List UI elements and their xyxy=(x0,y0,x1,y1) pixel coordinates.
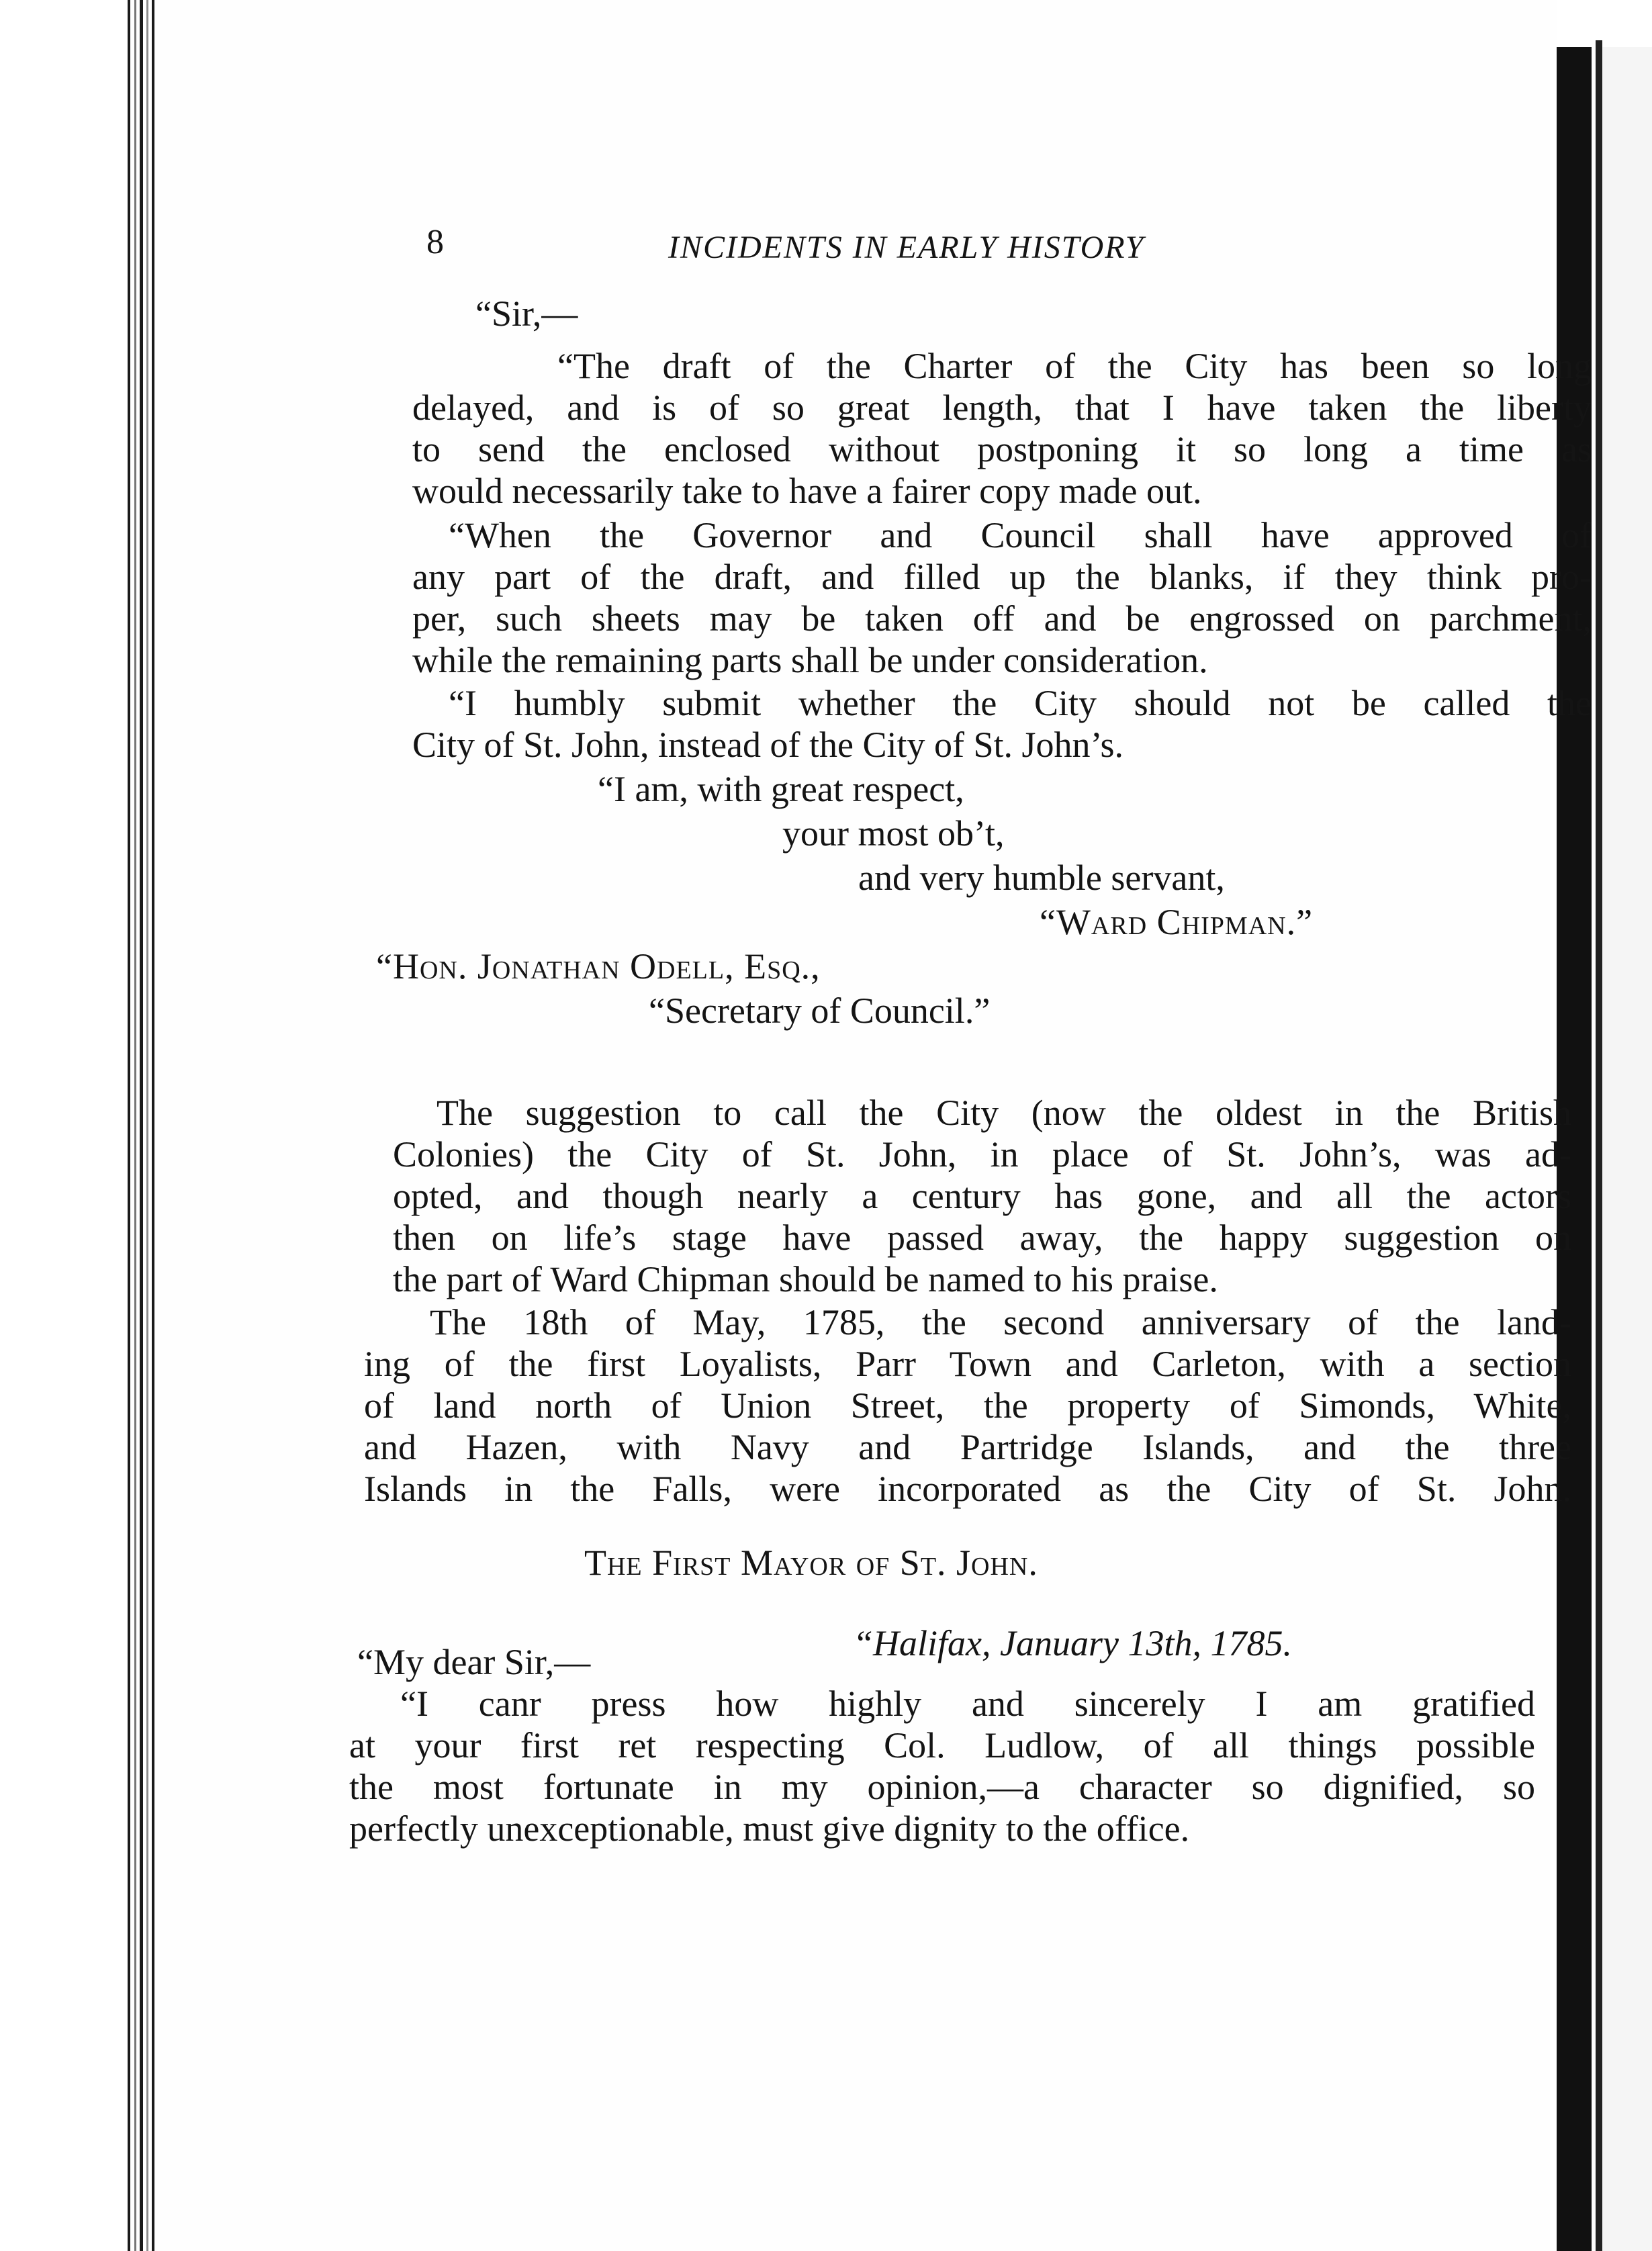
letter-signature: “Ward Chipman.” xyxy=(1040,902,1314,942)
letter-salutation: “My dear Sir,— xyxy=(357,1642,591,1682)
letter-line: per, such sheets may be taken off and be engrossed on parchment, xyxy=(412,598,1592,639)
letter-salutation: “Sir,— xyxy=(475,293,578,334)
body-line: Islands in the Falls, were incorporated as the City of St. John. xyxy=(364,1469,1571,1509)
body-line: Colonies) the City of St. John, in place of St. John’s, was ad- xyxy=(393,1134,1571,1175)
letter-dateline: “Halifax, January 13th, 1785. xyxy=(853,1623,1292,1663)
letter-line: perfectly unexceptionable, must give dignity to the office. xyxy=(349,1808,1190,1849)
body-line: the part of Ward Chipman should be named to his praise. xyxy=(393,1259,1218,1299)
letter-line: to send the enclosed without postponing it so long a time as xyxy=(412,429,1592,469)
section-heading: The First Mayor of St. John. xyxy=(584,1543,1038,1583)
page-number: 8 xyxy=(426,223,444,261)
letter-line: any part of the draft, and filled up the blanks, if they think pro- xyxy=(412,557,1592,597)
letter-addressee: “Hon. Jonathan Odell, Esq., xyxy=(376,946,821,986)
letter-line: City of St. John, instead of the City of St. John’s. xyxy=(412,725,1124,765)
letter-line: the most fortunate in my opinion,—a character so dignified, so xyxy=(349,1767,1535,1807)
letter-line: while the remaining parts shall be under consideration. xyxy=(412,640,1208,680)
letter-line: delayed, and is of so great length, that I have taken the liberty xyxy=(412,387,1592,428)
letter-closing: “I am, with great respect, xyxy=(598,769,964,809)
body-line: ing of the first Loyalists, Parr Town and Carleton, with a section xyxy=(364,1344,1571,1384)
letter-line: “The draft of the Charter of the City has been so long xyxy=(557,346,1592,386)
letter-line: at your first ret respecting Col. Ludlow, of all things possible xyxy=(349,1725,1535,1765)
book-page xyxy=(154,0,1592,2251)
right-binding-edge xyxy=(1596,40,1602,2251)
body-line: opted, and though nearly a century has gone, and all the actors xyxy=(393,1176,1571,1216)
letter-line: “I humbly submit whether the City should not be called the xyxy=(449,683,1592,723)
letter-addressee-title: “Secretary of Council.” xyxy=(649,991,991,1031)
letter-line: would necessarily take to have a fairer copy made out. xyxy=(412,471,1202,511)
letter-closing: and very humble servant, xyxy=(858,858,1225,898)
body-line: The suggestion to call the City (now the oldest in the British xyxy=(437,1093,1571,1133)
facing-page-edge xyxy=(1602,47,1652,2251)
letter-line: “When the Governor and Council shall have approved of xyxy=(449,515,1592,555)
body-line: The 18th of May, 1785, the second anniversary of the land- xyxy=(430,1302,1571,1342)
left-binding-edge xyxy=(0,0,154,2251)
running-title: INCIDENTS IN EARLY HISTORY xyxy=(668,230,1145,265)
letter-closing: your most ob’t, xyxy=(782,813,1005,854)
body-line: of land north of Union Street, the property of Simonds, White, xyxy=(364,1385,1571,1426)
body-line: then on life’s stage have passed away, the happy suggestion on xyxy=(393,1218,1571,1258)
letter-line: “I canr press how highly and sincerely I am gratified xyxy=(400,1684,1535,1724)
body-line: and Hazen, with Navy and Partridge Islands, and the three xyxy=(364,1427,1571,1467)
